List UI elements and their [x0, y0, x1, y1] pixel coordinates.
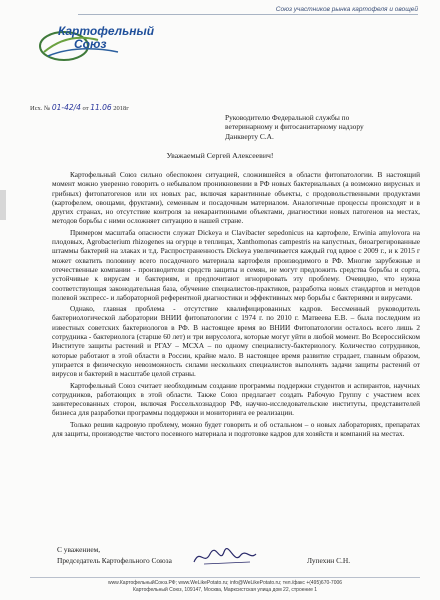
outgoing-date: 11.06 — [90, 103, 112, 112]
logo-text-line2: Союз — [74, 37, 107, 51]
recipient-line: Руководителю Федеральной службы по — [225, 113, 350, 122]
body-paragraph: Примером масштаба опасности служат Dickeya и Clavibacter sepedonicus на картофеле, Erwinia amylovora на плодовых, Agrobacterium rhizogenes на огурце в теплицах, Xanthomonas campestris на капустных, биоагрегированные штаммы бактерий на злаках и т.д. Распространенность Dickeya увеличивается каждый год вдвое с 2009 г., и к 2015 г может охватить половину всего посадочного материала картофеля производимого в РФ. Многие зарубежные и отечественные компании - производители средств защиты и семян, не могут предложить средства борьбы и сорта, устойчивые к вирусам и бактериям, и предпочитают игнорировать эту проблему. Очевидно, что нужна соответствующая законодательная база, обучение специалистов-практиков, разработка новых стандартов и методов полевой экспресс- и лабораторной референтной диагностики и эффективных мер борьбы с бактериями и вирусами. — [52, 227, 420, 302]
recipient-line: ветеринарному и фитосанитарному надзору — [225, 122, 364, 132]
recipient-line: Данкверту С.А. — [225, 131, 274, 141]
outgoing-number: 01-42/4 — [51, 103, 81, 112]
outgoing-date-label: от — [82, 105, 89, 112]
salutation: Уважаемый Сергей Алексеевич! — [166, 151, 274, 160]
scan-edge-mark — [0, 190, 6, 220]
outgoing-reference — [30, 103, 129, 112]
logo-text-line1: Картофельный — [58, 24, 155, 38]
footer-contacts: www.КартофельныйСоюз.РФ; www.WeLikePotato.ru; info@WeLikePotato.ru; тел./факс +(495)670-7006 — [107, 580, 343, 586]
footer-address: Картофельный Союз, 109147, Москва, Марксистская улица дом 22, строение 1 — [132, 587, 318, 593]
handwritten-signature — [190, 546, 260, 568]
body-paragraph: Однако, главная проблема - отсутствие квалифицированных кадров. Бессменный руководитель бактериологической лаборатории ВНИИ фитопатологии с 1974 г. по 2010 г. Матвеева Е.В. – была последним из известных советских бактериологов в РФ. В настоящее время во ВНИИ Фитопатологии осталось всего лишь 2 сотрудника - бактериолога (старше 60 лет) и три вирусолога, которые могут уйти в любой момент. Во Всероссийском Институте защиты растений и РГАУ – МСХА – по одному специалисту-бактериологу. Количество сотрудников, которые работают в этой области в России, крайне мало. В настоящее время развитие страдает, главным образом, упирается в физическую невозможность силами нескольких специалистов выполнять задачи защиты растений от вирусов и бактерий в масштабе целой страны. — [52, 304, 420, 379]
body-paragraph: Картофельный Союз сильно обеспокоен ситуацией, сложившейся в области фитопатологии. В настоящий момент можно уверенно говорить о небывалом проникновении в РФ новых бактериальных (а возможно вирусных и грибных) фитопатогенов или их новых рас, включая карантинные объекты, с продовольственными продуктами (картофелем, овощами, фруктами), семенным и посадочным материалом. Аналогичные процессы происходят и в других странах, но отсутствие контроля за некарантинными объектами, диагностики новых патогенов на местах, методов борьбы с ними осложняет ситуацию в нашей стране. — [52, 170, 420, 226]
letter-footer — [30, 577, 420, 594]
outgoing-number-label: Исх. № — [30, 105, 51, 112]
body-paragraph: Только решив кадровую проблему, можно будет говорить и об остальном – о новых лабораториях, препаратах для защиты, производстве чистого посевного материала и подготовке кадров для хозяйств и компаний на местах. — [52, 419, 420, 439]
body-paragraph: Картофельный Союз считает необходимым создание программы поддержки студентов и аспирантов, научных сотрудников, работающих в этой области. Также Союз предлагает создать Рабочую Группу с участием всех заинтересованных сторон, включая Россельхознадзор РФ, научно-исследовательские институты, представителей бизнеса для разработки программы поддержки и мониторинга ее реализации. — [52, 380, 420, 418]
signatory-position: Председатель Картофельного Союза — [57, 556, 172, 565]
recipient-block — [225, 113, 425, 141]
outgoing-year: 2018г — [113, 105, 129, 112]
union-logo — [38, 22, 155, 64]
signatory-name: Лупехин С.Н. — [307, 556, 351, 565]
closing-regards: С уважением, — [57, 545, 101, 554]
letter-body — [52, 170, 420, 440]
letterhead-tagline: Союз участников рынка картофеля и овощей — [78, 6, 418, 15]
